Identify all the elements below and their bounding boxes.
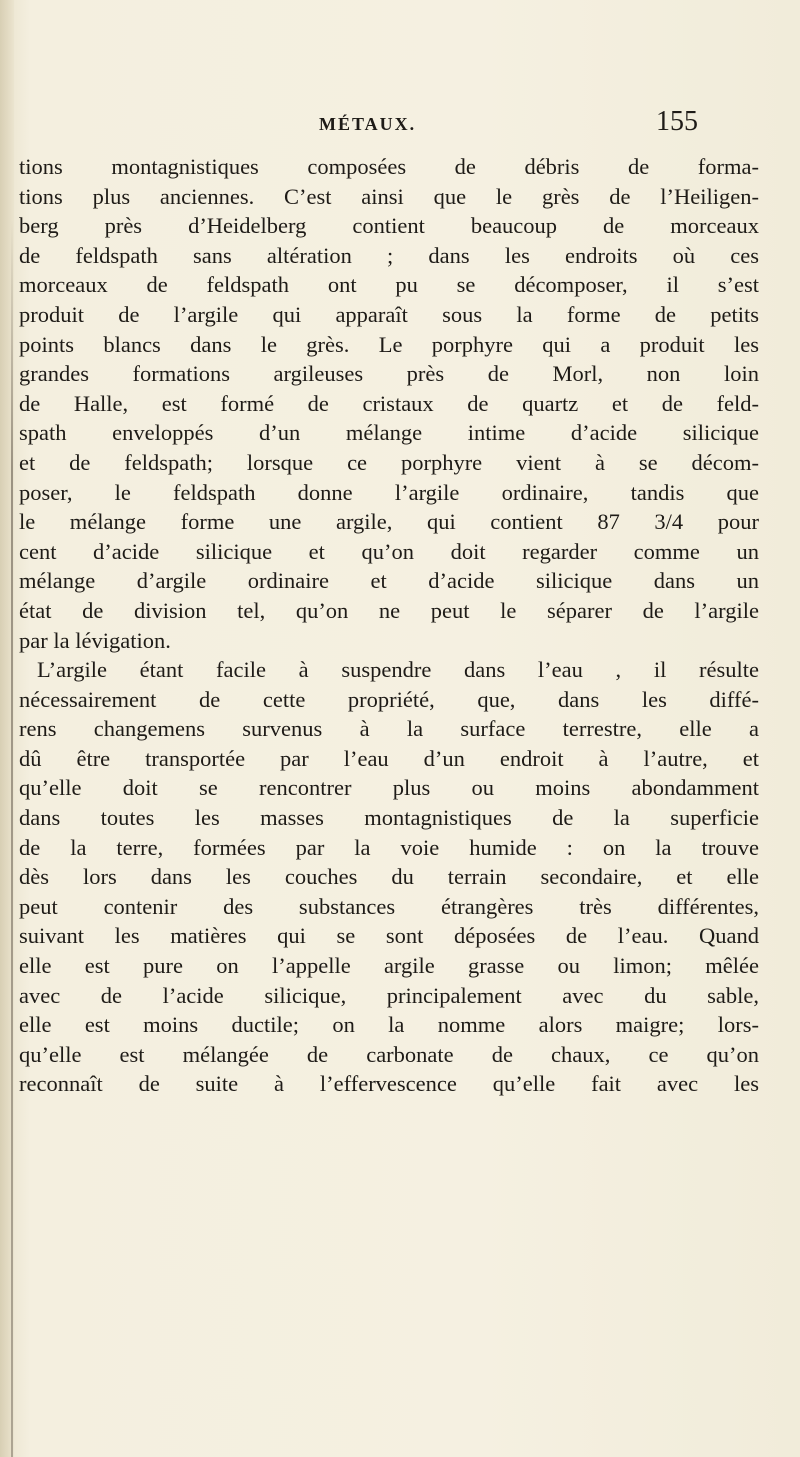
text-line: qu’elle doit se rencontrer plus ou moins abondamment xyxy=(19,775,759,801)
body-text xyxy=(19,152,759,1099)
text-line: tions plus anciennes. C’est ainsi que le grès de l’Heiligen- xyxy=(19,183,759,209)
text-line: de la terre, formées par la voie humide : on la trouve xyxy=(19,834,759,860)
text-line: produit de l’argile qui apparaît sous la forme de petits xyxy=(19,301,759,327)
text-line: rens changemens survenus à la surface terrestre, elle a xyxy=(19,716,759,742)
text-line: de Halle, est formé de cristaux de quartz et de feld- xyxy=(19,390,759,416)
text-line: points blancs dans le grès. Le porphyre qui a produit les xyxy=(19,331,759,357)
text-line: mélange d’argile ordinaire et d’acide silicique dans un xyxy=(19,568,759,594)
text-line: suivant les matières qui se sont déposées de l’eau. Quand xyxy=(19,923,759,949)
text-line: peut contenir des substances étrangères très différentes, xyxy=(19,893,759,919)
text-line: et de feldspath; lorsque ce porphyre vient à se décom- xyxy=(19,449,759,475)
chapter-title: MÉTAUX. xyxy=(319,114,417,134)
text-line: elle est pure on l’appelle argile grasse ou limon; mêlée xyxy=(19,953,759,979)
text-line: nécessairement de cette propriété, que, dans les diffé- xyxy=(19,686,759,712)
text-line: dû être transportée par l’eau d’un endroit à l’autre, et xyxy=(19,745,759,771)
text-line: elle est moins ductile; on la nomme alors maigre; lors- xyxy=(19,1012,759,1038)
text-line: reconnaît de suite à l’effervescence qu’elle fait avec les xyxy=(19,1071,759,1097)
text-line: dès lors dans les couches du terrain secondaire, et elle xyxy=(19,864,759,890)
paragraph-start-line: L’argile étant facile à suspendre dans l’eau , il résulte xyxy=(37,657,759,683)
binding-edge xyxy=(11,220,13,1457)
text-line: grandes formations argileuses près de Morl, non loin xyxy=(19,361,759,387)
running-head xyxy=(0,100,800,140)
page-number: 155 xyxy=(656,106,698,137)
text-line: spath enveloppés d’un mélange intime d’acide silicique xyxy=(19,420,759,446)
text-line: dans toutes les masses montagnistiques de la superficie xyxy=(19,805,759,831)
paragraph-end-line: par la lévigation. xyxy=(19,627,171,653)
text-line: cent d’acide silicique et qu’on doit regarder comme un xyxy=(19,538,759,564)
text-line: le mélange forme une argile, qui contient 87 3/4 pour xyxy=(19,509,759,535)
text-line: qu’elle est mélangée de carbonate de chaux, ce qu’on xyxy=(19,1041,759,1067)
text-line: poser, le feldspath donne l’argile ordinaire, tandis que xyxy=(19,479,759,505)
text-line: morceaux de feldspath ont pu se décomposer, il s’est xyxy=(19,272,759,298)
text-line: de feldspath sans altération ; dans les endroits où ces xyxy=(19,242,759,268)
text-line: berg près d’Heidelberg contient beaucoup de morceaux xyxy=(19,213,759,239)
text-line: avec de l’acide silicique, principalement avec du sable, xyxy=(19,982,759,1008)
text-line: tions montagnistiques composées de débris de forma- xyxy=(19,154,759,179)
text-line: état de division tel, qu’on ne peut le séparer de l’argile xyxy=(19,597,759,623)
